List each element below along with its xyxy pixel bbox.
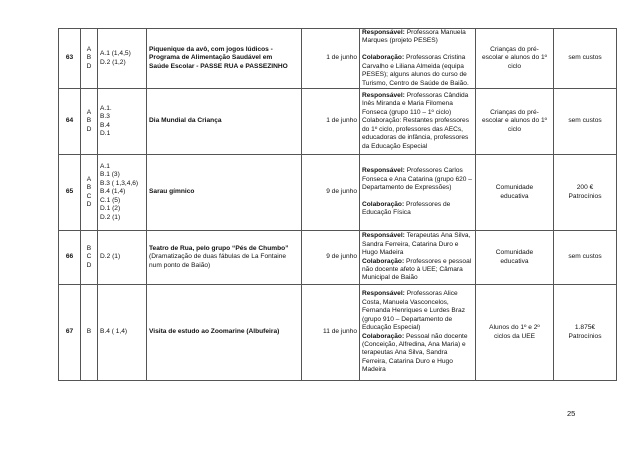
cost-text: 1.875€ (574, 324, 596, 332)
activity-number: 65 (59, 155, 81, 231)
target-public-text: Crianças do pré- (490, 45, 539, 53)
responsible-line (362, 54, 473, 62)
activity-cell (147, 29, 302, 89)
cost-text: sem custos (568, 54, 602, 62)
responsible-text: Hugo Madeira (362, 249, 404, 257)
responsible-text: Costa, Manuela Vasconcelos, (362, 298, 449, 306)
target-public-text: escolar e alunos do 1º (481, 117, 548, 125)
goal-code: A.1 (1,4,5) (100, 50, 131, 58)
activity-number: 63 (59, 29, 81, 89)
responsible-line (362, 241, 473, 249)
goal-code: B.4 ( 1,4) (100, 328, 128, 336)
objective-letter: B (86, 244, 92, 252)
cost-cell (554, 285, 617, 381)
responsible-text: Sandra Ferreira, Catarina Duro e (362, 240, 459, 248)
table-row (59, 231, 617, 285)
spacer (362, 46, 473, 54)
activity-text: Visita de estudo ao Zoomarine (Albufeira) (149, 328, 280, 336)
target-public-cell (476, 29, 554, 89)
responsibles-cell (360, 285, 476, 381)
table-row (59, 155, 617, 231)
cost-text: 200 € (576, 184, 594, 192)
responsible-line (362, 37, 473, 45)
responsible-line (362, 333, 473, 341)
goal-code: B.1 (3) (100, 171, 120, 179)
goal-code: B.3 (100, 113, 110, 121)
responsible-text: do 1º ciclo, professores das AECs, (362, 125, 463, 133)
goals-cell (98, 89, 147, 155)
responsible-text: Carvalho e Liliana Almeida (equipa (362, 62, 464, 70)
activity-cell (147, 89, 302, 155)
activity-text: Programa de Alimentação Saudável em (149, 54, 273, 62)
target-public-text: educativa (500, 257, 529, 265)
responsible-label: Colaboração: (362, 257, 405, 265)
objective-letter: A (86, 108, 92, 116)
goals-cell (98, 29, 147, 89)
objective-letter: A (86, 45, 92, 53)
responsible-text: Inês Miranda e Maria Filomena (362, 100, 453, 108)
activity-plan-table (58, 28, 617, 381)
responsible-text: Professores Carlos (404, 167, 463, 175)
responsible-text: Fernanda Henriques e Lurdes Braz (362, 307, 465, 315)
responsible-line (362, 258, 473, 266)
responsible-line (362, 176, 473, 184)
activity-text: Piquenique da avô, com jogos lúdicos - (149, 45, 273, 53)
responsible-line (362, 71, 473, 79)
date-cell: 9 de junho (302, 231, 360, 285)
activity-cell (147, 155, 302, 231)
responsibles-cell (360, 155, 476, 231)
responsible-text: Turismo, Centro de Saúde de Baião. (362, 79, 469, 87)
goal-code: D.2 (1,2) (100, 58, 126, 66)
objective-letter: B (86, 184, 92, 192)
goal-code: D.1 (2) (100, 205, 121, 213)
activity-cell (147, 231, 302, 285)
date-cell: 11 de junho (302, 285, 360, 381)
goal-code: D.1 (100, 129, 111, 137)
page-number: 25 (567, 409, 576, 418)
goals-cell (98, 231, 147, 285)
activity-text: Teatro de Rua, pelo grupo “Pés de Chumbo” (149, 244, 289, 252)
responsible-line (362, 167, 473, 175)
target-public-text: ciclos da UEE (493, 332, 536, 340)
cost-cell (554, 231, 617, 285)
activity-text: Saúde Escolar - PASSE RUA e PASSEZINHO (149, 62, 288, 70)
cost-text: sem custos (568, 253, 602, 261)
cost-cell (554, 29, 617, 89)
target-public-text: escolar e alunos do 1º (481, 54, 548, 62)
cost-text: Patrocínios (568, 192, 602, 200)
responsible-text: da Educação Especial (362, 142, 428, 150)
responsible-label: Responsável: (362, 167, 405, 175)
responsible-label: Colaboração: (362, 54, 405, 62)
responsible-text: Municipal de Baião (362, 274, 418, 282)
responsible-text: Educação Especial) (362, 324, 421, 332)
target-public-cell (476, 285, 554, 381)
goals-cell (98, 155, 147, 231)
activity-number: 66 (59, 231, 81, 285)
responsible-line (362, 201, 473, 209)
responsible-text: Educação Física (362, 209, 411, 217)
responsible-text: Fonseca (grupo 110 – 1º ciclo) (362, 108, 452, 116)
responsible-text: Professoras Cândida (404, 92, 469, 100)
objectives-cell (81, 89, 98, 155)
target-public-cell (476, 89, 554, 155)
responsible-line (362, 274, 473, 282)
table-row (59, 285, 617, 381)
responsible-text: Professores de (404, 200, 451, 208)
activity-number: 67 (59, 285, 81, 381)
goal-code: A.1. (100, 104, 112, 112)
responsible-label: Colaboração: (362, 332, 405, 340)
target-public-cell (476, 231, 554, 285)
objective-letter: C (86, 192, 92, 200)
target-public-cell (476, 155, 554, 231)
responsible-line (362, 358, 473, 366)
responsible-line (362, 109, 473, 117)
responsible-line (362, 100, 473, 108)
cost-text: sem custos (568, 117, 602, 125)
cost-text: Patrocínios (568, 332, 602, 340)
responsible-text: Terapeutas Ana Silva, (404, 232, 471, 240)
target-public-text: Alunos do 1º e 2º (489, 324, 540, 332)
responsibles-cell (360, 89, 476, 155)
responsible-line (362, 143, 473, 151)
goal-code: C.1 (5) (100, 196, 121, 204)
responsible-line (362, 209, 473, 217)
responsible-text: PESES); alguns alunos do curso de (362, 71, 467, 79)
responsible-line (362, 126, 473, 134)
responsible-text: Ferreira, Catarina Duro e Hugo (362, 357, 453, 365)
objective-letter: D (86, 261, 92, 269)
responsible-label: Responsável: (362, 290, 405, 298)
responsible-line (362, 366, 473, 374)
responsible-text: terapeutas Ana Silva, Sandra (362, 349, 448, 357)
table-row (59, 89, 617, 155)
target-public-text: Comunidade (495, 184, 534, 192)
target-public-text: ciclo (507, 125, 522, 133)
responsible-line (362, 290, 473, 298)
objective-letter: B (86, 117, 92, 125)
responsible-text: (Conceição, Alfredina, Ana Maria) e (362, 340, 466, 348)
responsible-line (362, 266, 473, 274)
responsible-text: Professoras Cristina (404, 54, 466, 62)
responsible-text: Madeira (362, 366, 386, 374)
responsible-line (362, 63, 473, 71)
responsible-line (362, 299, 473, 307)
goal-code: D.2 (1) (100, 253, 121, 261)
responsible-line (362, 316, 473, 324)
responsible-text: educadoras de infância, professores (362, 134, 469, 142)
responsible-label: Responsável: (362, 92, 405, 100)
responsible-text: Fonseca e Ana Catarina (grupo 620 – (362, 175, 472, 183)
responsible-label: Responsável: (362, 29, 405, 37)
responsible-text: Professoras Alice (404, 290, 458, 298)
responsible-label: Responsável: (362, 232, 405, 240)
goal-code: A.1 (100, 163, 110, 171)
responsible-line (362, 307, 473, 315)
target-public-text: Crianças do pré- (490, 108, 539, 116)
activity-cell (147, 285, 302, 381)
objectives-cell (81, 231, 98, 285)
responsible-line (362, 92, 473, 100)
responsible-line (362, 134, 473, 142)
cost-cell (554, 155, 617, 231)
responsible-text: Departamento de Expressões) (362, 184, 452, 192)
table-row (59, 29, 617, 89)
responsible-line (362, 184, 473, 192)
spacer (362, 193, 473, 201)
responsible-line (362, 80, 473, 88)
responsible-line (362, 349, 473, 357)
goal-code: D.2 (1) (100, 213, 121, 221)
responsible-line (362, 117, 473, 125)
responsible-text: Pessoal não docente (404, 332, 468, 340)
date-cell: 1 de junho (302, 89, 360, 155)
responsible-line (362, 29, 473, 37)
objective-letter: C (86, 253, 92, 261)
goal-code: B.3 ( 1,3,4,6) (100, 179, 139, 187)
responsible-line (362, 341, 473, 349)
cost-cell (554, 89, 617, 155)
responsible-line (362, 324, 473, 332)
date-cell: 1 de junho (302, 29, 360, 89)
activity-text: Sarau gímnico (149, 188, 195, 196)
objectives-cell (81, 155, 98, 231)
objective-letter: B (86, 328, 92, 336)
objective-letter: D (86, 125, 92, 133)
activity-text: num ponto de Baião) (149, 261, 211, 269)
responsibles-cell (360, 29, 476, 89)
goal-code: B.4 (100, 121, 110, 129)
objective-letter: D (86, 62, 92, 70)
target-public-text: educativa (500, 192, 529, 200)
goal-code: B.4 (1,4) (100, 188, 126, 196)
objective-letter: B (86, 54, 92, 62)
responsible-text: (grupo 910 – Departamento de (362, 315, 453, 323)
responsible-line (362, 249, 473, 257)
objective-letter: D (86, 200, 92, 208)
target-public-text: Comunidade (495, 249, 534, 257)
responsible-text: Colaboração: Restantes professores (362, 117, 470, 125)
date-cell: 9 de junho (302, 155, 360, 231)
responsible-text: Marques (projeto PESES) (362, 37, 438, 45)
objective-letter: A (86, 175, 92, 183)
objectives-cell (81, 29, 98, 89)
goals-cell (98, 285, 147, 381)
activity-text: (Dramatização de duas fábulas de La Fontaine (149, 253, 287, 261)
responsible-text: não docente afeto à UEE; Câmara (362, 265, 463, 273)
activity-text: Dia Mundial da Criança (149, 117, 222, 125)
activity-number: 64 (59, 89, 81, 155)
responsible-line (362, 232, 473, 240)
target-public-text: ciclo (507, 62, 522, 70)
responsible-label: Colaboração: (362, 200, 405, 208)
objectives-cell (81, 285, 98, 381)
responsible-text: Professora Manuela (404, 29, 466, 37)
responsible-text: Professores e pessoal (404, 257, 472, 265)
responsibles-cell (360, 231, 476, 285)
